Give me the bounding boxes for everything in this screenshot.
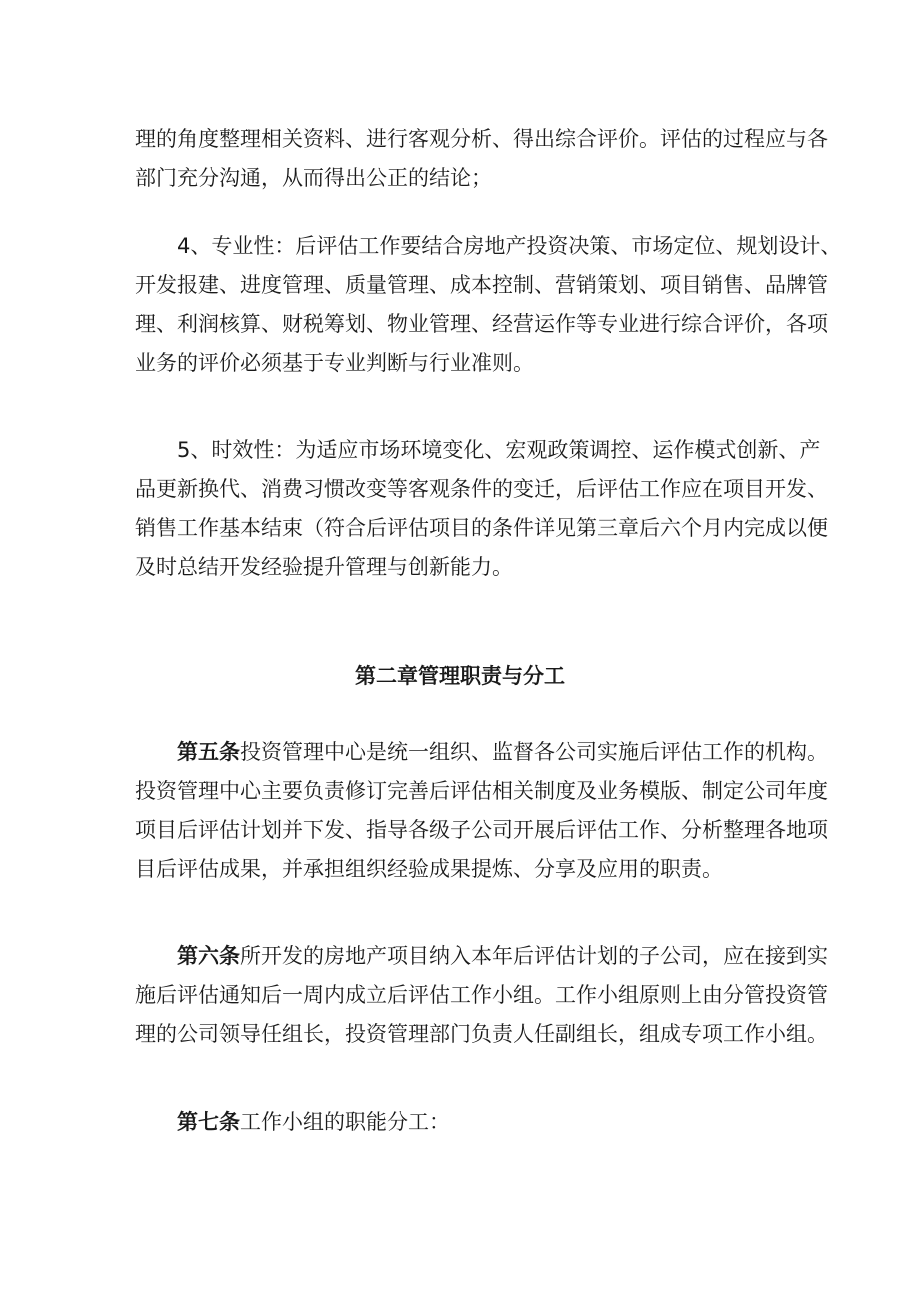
article-label: 第七条 [177, 1110, 240, 1134]
text-line: 理的公司领导任组长，投资管理部门负责人任副组长，组成专项工作小组。 [135, 1022, 828, 1046]
paragraph-professionalism [135, 227, 842, 383]
text-line: 理、利润核算、财税筹划、物业管理、经营运作等专业进行综合评价，各项 [135, 312, 828, 336]
text-line: 4、专业性：后评估工作要结合房地产投资决策、市场定位、规划设计、 [177, 234, 842, 258]
article-6 [135, 937, 828, 1054]
text-line: 销售工作基本结束（符合后评估项目的条件详见第三章后六个月内完成以便 [135, 516, 828, 540]
text-line [135, 1103, 795, 1142]
text-line [135, 937, 828, 976]
text-line: 业务的评价必须基于专业判断与行业准则。 [135, 351, 534, 375]
text-line: 理的角度整理相关资料、进行客观分析、得出综合评价。评估的过程应与各 [135, 127, 828, 151]
article-text: 所开发的房地产项目纳入本年后评估计划的子公司，应在接到实 [240, 944, 828, 968]
article-7 [135, 1103, 795, 1142]
article-text: 投资管理中心是统一组织、监督各公司实施后评估工作的机构。 [240, 740, 828, 764]
article-text: 工作小组的职能分工： [240, 1110, 450, 1134]
article-5 [135, 733, 828, 889]
text-line: 投资管理中心主要负责修订完善后评估相关制度及业务模版、制定公司年度 [135, 779, 828, 803]
text-line: 开发报建、进度管理、质量管理、成本控制、营销策划、项目销售、品牌管 [135, 273, 828, 297]
paragraph-fairness-continuation [135, 120, 828, 198]
text-line: 5、时效性：为适应市场环境变化、宏观政策调控、运作模式创新、产 [177, 438, 821, 462]
text-line: 部门充分沟通，从而得出公正的结论； [135, 166, 492, 190]
text-line: 品更新换代、消费习惯改变等客观条件的变迁，后评估工作应在项目开发、 [135, 477, 828, 501]
article-label: 第六条 [177, 944, 240, 968]
text-line: 项目后评估计划并下发、指导各级子公司开展后评估工作、分析整理各地项 [135, 818, 828, 842]
chapter-heading: 第二章管理职责与分工 [355, 664, 565, 688]
text-line [135, 733, 828, 772]
text-line: 施后评估通知后一周内成立后评估工作小组。工作小组原则上由分管投资管 [135, 983, 828, 1007]
text-line: 及时总结开发经验提升管理与创新能力。 [135, 555, 513, 579]
paragraph-timeliness [135, 431, 828, 587]
article-label: 第五条 [177, 740, 240, 764]
text-line: 目后评估成果，并承担组织经验成果提炼、分享及应用的职责。 [135, 857, 723, 881]
